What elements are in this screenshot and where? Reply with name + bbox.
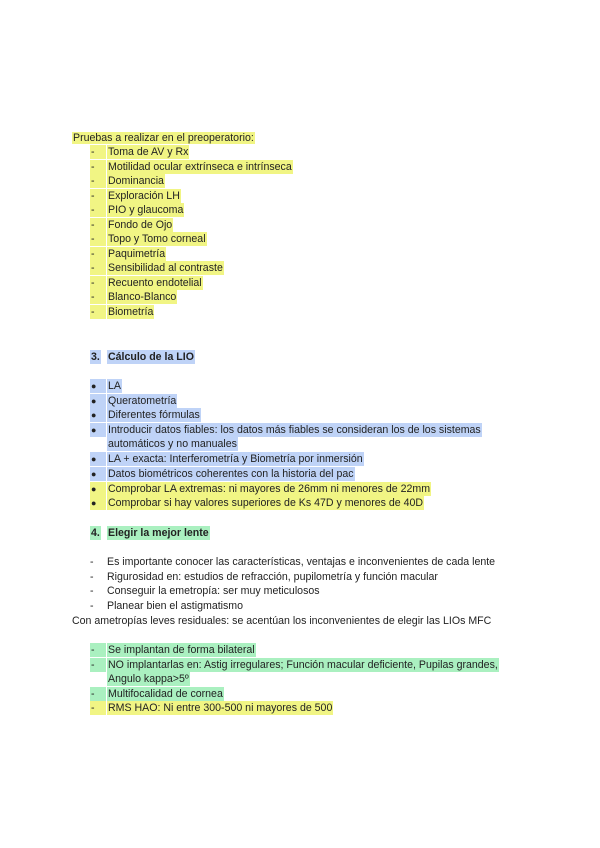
bullet-marker: ● <box>90 467 106 481</box>
preop-title <box>72 131 255 145</box>
list-item <box>0 482 600 496</box>
list-item-text: Recuento endotelial <box>108 277 202 289</box>
dash-marker: - <box>90 247 106 261</box>
dash-marker: - <box>90 305 106 319</box>
dash-marker: - <box>90 189 106 203</box>
list-item-text: Comprobar LA extremas: ni mayores de 26mm ni menores de 22mm <box>108 483 431 495</box>
dash-marker: - <box>90 160 106 174</box>
dash-marker: - <box>90 571 94 583</box>
preop-title-text: Pruebas a realizar en el preoperatorio: <box>73 132 254 144</box>
bullet-marker: ● <box>90 452 106 466</box>
section-heading-text: Cálculo de la LIO <box>108 351 194 363</box>
list-item <box>0 452 600 466</box>
dash-marker: - <box>90 261 106 275</box>
list-item <box>0 189 600 203</box>
list-item <box>0 584 600 598</box>
list-item-text: Introducir datos fiables: los datos más fiables se consideran los de los sistemas <box>108 424 481 436</box>
list-item-text: Multifocalidad de cornea <box>108 688 223 700</box>
list-item <box>0 555 600 569</box>
list-item-text: NO implantarlas en: Astig irregulares; Función macular deficiente, Pupilas grandes, <box>108 659 498 671</box>
list-item-continuation <box>0 437 600 451</box>
bullet-marker: ● <box>90 394 106 408</box>
dash-marker: - <box>90 585 94 597</box>
dash-marker: - <box>90 232 106 246</box>
list-item <box>0 379 600 393</box>
dash-marker: - <box>90 687 106 701</box>
list-item-text: Sensibilidad al contraste <box>108 262 223 274</box>
section-4-heading <box>0 526 600 540</box>
paragraph-text: Con ametropías leves residuales: se acentúan los inconvenientes de elegir las LIOs MFC <box>72 615 492 627</box>
list-item-text: Topo y Tomo corneal <box>108 233 206 245</box>
dash-marker: - <box>90 290 106 304</box>
list-item <box>0 232 600 246</box>
list-item-text: Blanco-Blanco <box>108 291 177 303</box>
list-item-text: Comprobar si hay valores superiores de Ks 47D y menores de 40D <box>108 497 424 509</box>
list-item <box>0 261 600 275</box>
list-item <box>0 599 600 613</box>
list-item <box>0 408 600 422</box>
list-item-text: Dominancia <box>108 175 164 187</box>
bullet-marker: ● <box>90 379 106 393</box>
list-item-text: Se implantan de forma bilateral <box>108 644 255 656</box>
list-item-text: Motilidad ocular extrínseca e intrínseca <box>108 161 292 173</box>
list-item <box>0 496 600 510</box>
list-item <box>0 687 600 701</box>
list-item <box>0 160 600 174</box>
dash-marker: - <box>90 203 106 217</box>
bullet-marker: ● <box>90 496 106 510</box>
list-item <box>0 394 600 408</box>
list-item <box>0 203 600 217</box>
list-item-text: LA + exacta: Interferometría y Biometría por inmersión <box>108 453 363 465</box>
list-item <box>0 247 600 261</box>
list-item-text: Fondo de Ojo <box>108 219 173 231</box>
dash-marker: - <box>90 643 106 657</box>
list-item-text: Exploración LH <box>108 190 180 202</box>
dash-marker: - <box>90 174 106 188</box>
list-item <box>0 658 600 672</box>
list-item <box>0 276 600 290</box>
list-item-text: PIO y glaucoma <box>108 204 184 216</box>
section-number: 3. <box>91 351 100 363</box>
list-item-text: Toma de AV y Rx <box>108 146 189 158</box>
list-item-text: Es importante conocer las características, ventajas e inconvenientes de cada lente <box>107 556 496 568</box>
list-item-text: Diferentes fórmulas <box>108 409 200 421</box>
list-item-text: Paquimetría <box>108 248 166 260</box>
list-item <box>0 174 600 188</box>
dash-marker: - <box>90 701 106 715</box>
bullet-marker: ● <box>90 408 106 422</box>
section-3-heading <box>0 350 600 364</box>
dash-marker: - <box>90 218 106 232</box>
dash-marker: - <box>90 600 94 612</box>
list-item <box>0 701 600 715</box>
list-item <box>0 570 600 584</box>
section-heading-text: Elegir la mejor lente <box>108 527 209 539</box>
list-item <box>0 145 600 159</box>
paragraph <box>72 614 491 628</box>
list-item-continuation <box>0 672 600 686</box>
list-item-text: Datos biométricos coherentes con la historia del pac <box>108 468 354 480</box>
list-item-text: RMS HAO: Ni entre 300-500 ni mayores de 500 <box>108 702 333 714</box>
bullet-marker: ● <box>90 482 106 496</box>
list-item-text: Queratometría <box>108 395 177 407</box>
list-item <box>0 467 600 481</box>
list-item <box>0 423 600 437</box>
list-item-text: automáticos y no manuales <box>108 438 237 450</box>
list-item-text: LA <box>108 380 121 392</box>
list-item-text: Planear bien el astigmatismo <box>107 600 244 612</box>
dash-marker: - <box>90 145 106 159</box>
list-item <box>0 218 600 232</box>
bullet-marker: ● <box>90 423 106 437</box>
list-item <box>0 290 600 304</box>
list-item-text: Conseguir la emetropía: ser muy meticulosos <box>107 585 320 597</box>
dash-marker: - <box>90 556 94 568</box>
dash-marker: - <box>90 276 106 290</box>
list-item <box>0 305 600 319</box>
section-number: 4. <box>91 527 100 539</box>
list-item-text: Angulo kappa>5º <box>108 673 189 685</box>
list-item <box>0 643 600 657</box>
list-item-text: Rigurosidad en: estudios de refracción, pupilometría y función macular <box>107 571 438 583</box>
list-item-text: Biometría <box>108 306 154 318</box>
dash-marker: - <box>90 658 106 672</box>
